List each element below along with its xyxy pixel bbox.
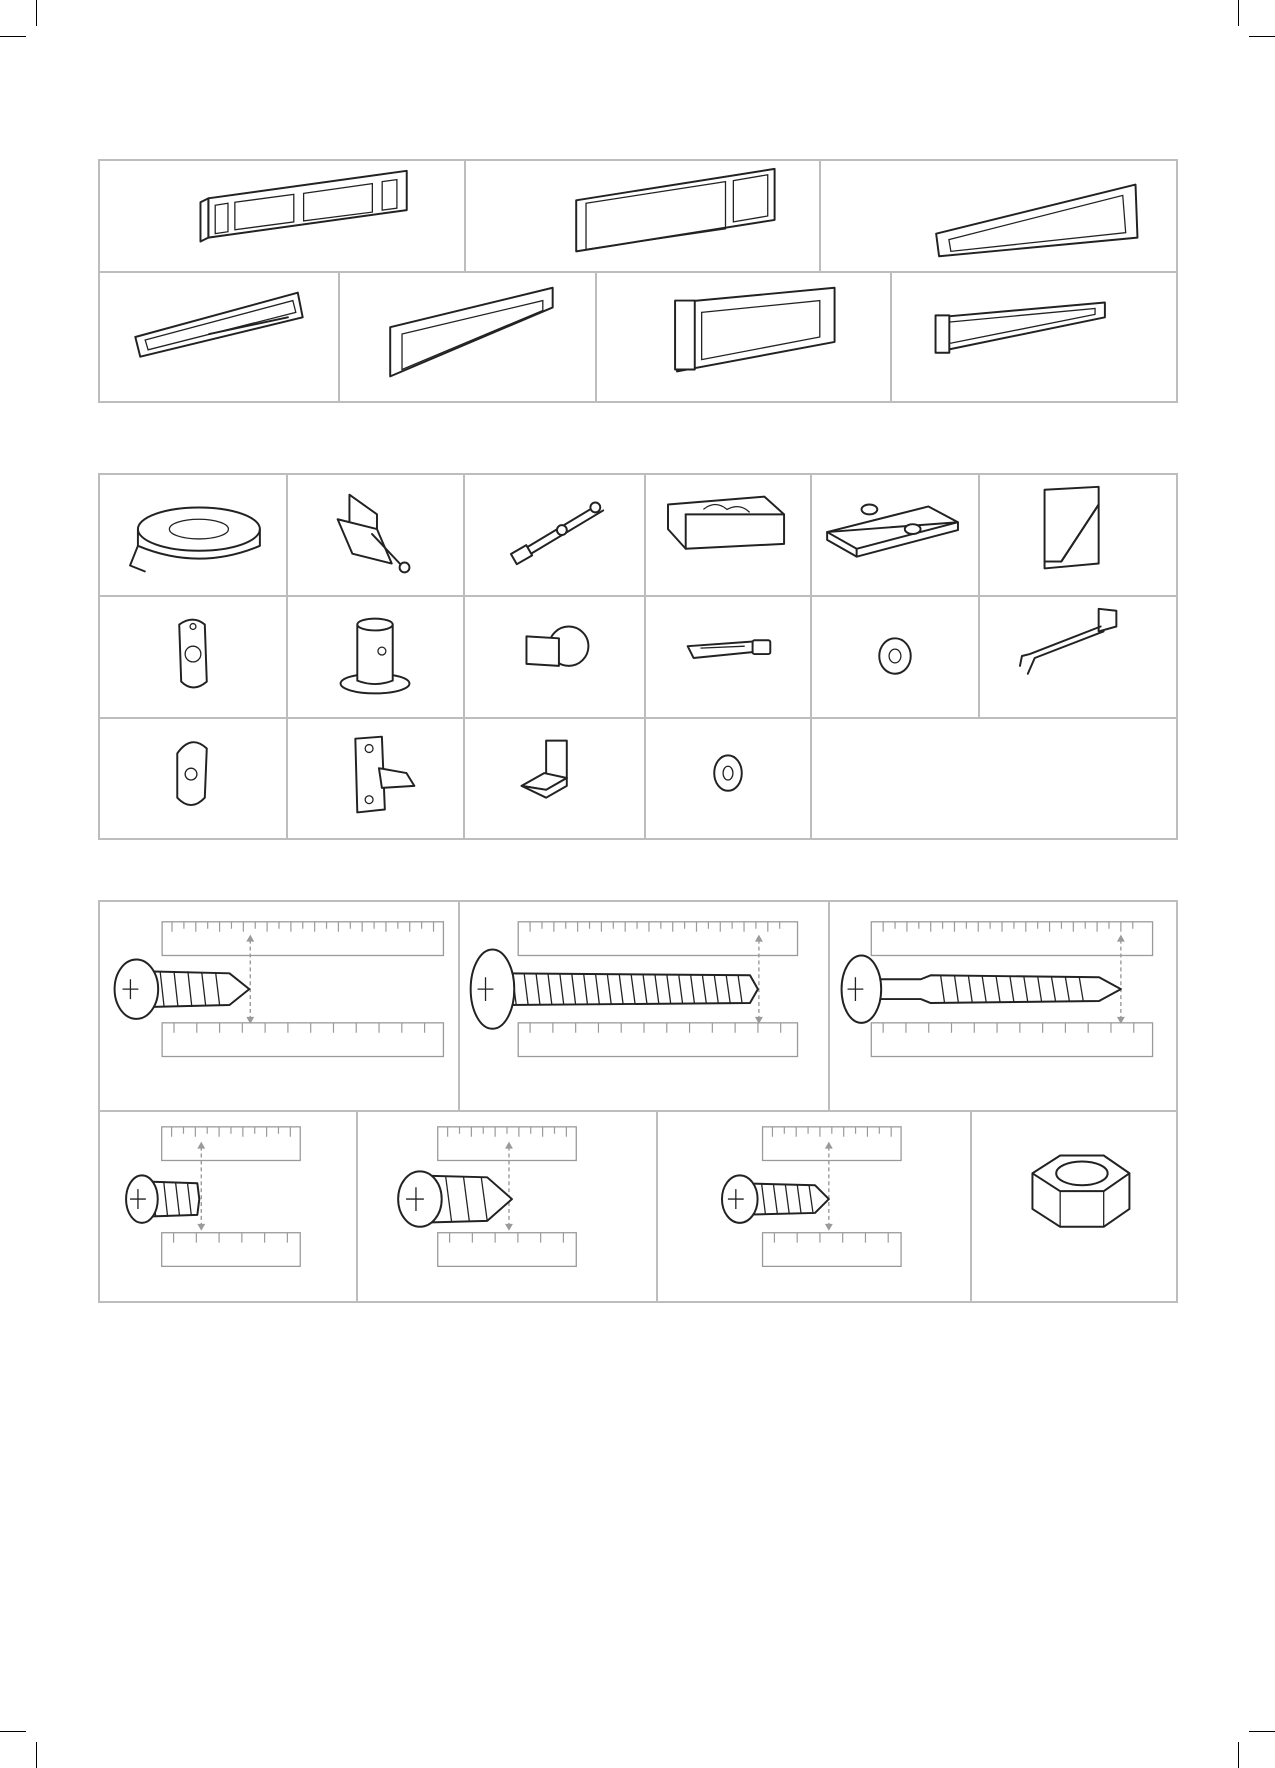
l-bracket-illustration [465, 719, 644, 838]
base-plate-illustration [812, 475, 978, 595]
pan-head-screw-illustration [358, 1112, 656, 1301]
rail-panel-framed-illustration [466, 161, 819, 271]
fasteners-section [98, 900, 1178, 1303]
hardware-cell [100, 597, 288, 719]
tapered-rail-panel-illustration [821, 161, 1176, 271]
washer-ring-illustration [812, 597, 978, 717]
hardware-cell [646, 719, 812, 840]
pin-latch-illustration [465, 475, 644, 595]
hex-nut-illustration [972, 1112, 1178, 1301]
crop-mark [1249, 1731, 1275, 1732]
angle-gusset-illustration [980, 475, 1176, 595]
hardware-cell [100, 719, 288, 840]
hardware-cell [465, 475, 646, 597]
fastener-cell [100, 1112, 358, 1303]
hardware-section [98, 473, 1178, 840]
square-bushing-illustration [465, 597, 644, 717]
hinge-illustration [288, 475, 463, 595]
hardware-cell [288, 719, 465, 840]
panel-cell [100, 273, 340, 403]
panel-cell [821, 161, 1178, 273]
mounting-clip-illustration [100, 719, 286, 838]
crop-mark [1249, 36, 1275, 37]
flange-plate-illustration [100, 597, 286, 717]
fastener-cell [658, 1112, 972, 1303]
fastener-cell [358, 1112, 658, 1303]
fastener-cell [972, 1112, 1178, 1303]
crop-mark [0, 1731, 26, 1732]
hardware-cell [812, 597, 980, 719]
latch-bracket-illustration [288, 719, 463, 838]
panel-cell [340, 273, 597, 403]
angled-rail-left-illustration [100, 273, 338, 401]
fastener-cell [100, 902, 460, 1112]
panels-section [98, 159, 1178, 403]
long-wood-screw-illustration [830, 902, 1178, 1110]
crop-mark [0, 36, 26, 37]
small-screw-illustration [100, 1112, 356, 1301]
crop-mark [36, 0, 37, 26]
fastener-cell [830, 902, 1178, 1112]
hook-bracket-illustration [980, 597, 1176, 717]
medium-screw-illustration [658, 1112, 970, 1301]
corner-bracket-block-illustration [646, 475, 810, 595]
tape-roll-illustration [100, 475, 286, 595]
long-machine-screw-illustration [460, 902, 828, 1110]
crop-mark [1238, 0, 1239, 26]
anchor-bolt-illustration [646, 597, 810, 717]
panel-cell [892, 273, 1178, 403]
angled-panel-with-window-illustration [340, 273, 595, 401]
flat-washer-illustration [646, 719, 810, 838]
sleeve-connector-illustration [288, 597, 463, 717]
hardware-cell [288, 475, 465, 597]
box-rail-panel-illustration [597, 273, 890, 401]
hardware-cell [980, 475, 1178, 597]
hardware-cell [100, 475, 288, 597]
fastener-cell [460, 902, 830, 1112]
crop-mark [36, 1742, 37, 1768]
hardware-cell [288, 597, 465, 719]
hardware-cell [646, 597, 812, 719]
hardware-cell [646, 475, 812, 597]
panel-cell [466, 161, 821, 273]
empty-cell [812, 719, 1178, 840]
crop-mark [1238, 1742, 1239, 1768]
hardware-cell [812, 475, 980, 597]
panel-cell [597, 273, 892, 403]
hardware-cell [980, 597, 1178, 719]
angled-rail-right-illustration [892, 273, 1176, 401]
rail-panel-with-windows-illustration [100, 161, 464, 271]
hardware-cell [465, 719, 646, 840]
panel-cell [100, 161, 466, 273]
short-wood-screw-illustration [100, 902, 458, 1110]
hardware-cell [465, 597, 646, 719]
